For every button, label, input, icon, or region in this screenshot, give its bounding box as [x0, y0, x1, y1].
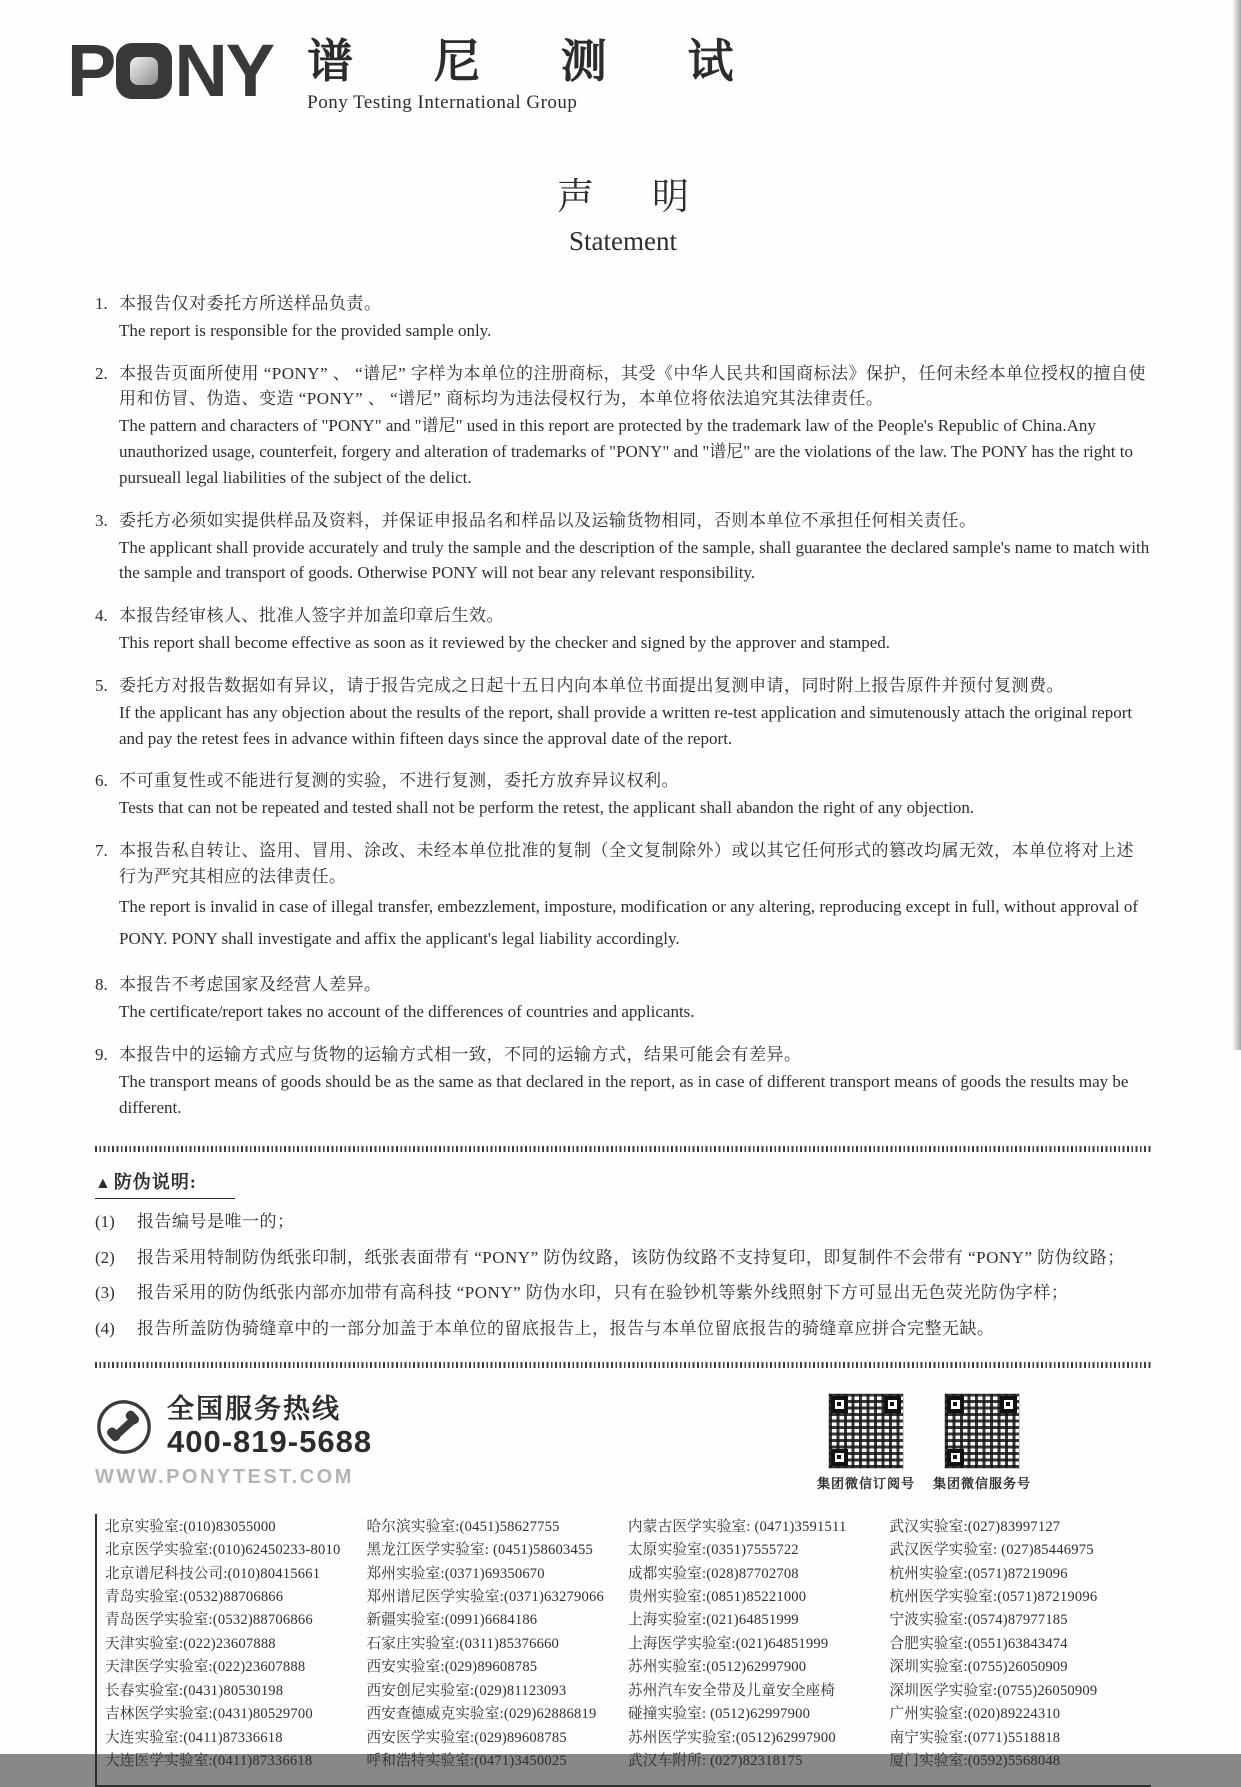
lab-entry: 青岛实验室:(0532)88706866 [105, 1589, 284, 1606]
lab-entry: 苏州医学实验室:(0512)62997900 [628, 1729, 836, 1746]
lab-entry: 合肥实验室:(0551)63843474 [889, 1635, 1068, 1652]
lab-entry: 吉林医学实验室:(0431)80529700 [105, 1706, 313, 1723]
statement-6-en: Tests that can not be repeated and tested shall not be perform the retest, the applicant shall abandon the right of any objection. [119, 798, 975, 818]
lab-entry: 碰撞实验室: (0512)62997900 [628, 1706, 811, 1723]
lab-entry: 南宁实验室:(0771)5518818 [889, 1729, 1061, 1746]
lab-entry: 大连实验室:(0411)87336618 [105, 1729, 283, 1746]
statement-6-cn: 不可重复性或不能进行复测的实验，不进行复测，委托方放弃异议权利。 [119, 771, 679, 791]
statement-7-cn: 本报告私自转让、盗用、冒用、涂改、未经本单位批准的复制（全文复制除外）或以其它任何形式的篡改均属无效，本单位将对上述行为严究其相应的法律责任。 [119, 841, 1134, 886]
lab-entry: 深圳医学实验室:(0755)26050909 [889, 1682, 1098, 1699]
statement-item-3: 3. 委托方必须如实提供样品及资料，并保证申报品名和样品以及运输货物相同，否则本单位不承担任何相关责任。 The applicant shall provide accurately and truly the sample and the description of the sample, shall guarantee the declared sample's name to match with the sample and transport of goods. Otherwise PONY will not bear any relevant responsibility. [95, 508, 1151, 586]
company-logo [67, 29, 1151, 114]
lab-entry: 深圳实验室:(0755)26050909 [889, 1659, 1068, 1676]
lab-entry: 内蒙古医学实验室: (0471)3591511 [628, 1518, 847, 1535]
labs-directory [95, 1514, 1151, 1787]
antifake-item-3: (3) 报告采用的防伪纸张内部亦加带有高科技 “PONY” 防伪水印，只有在验钞机等紫外线照射下方可显出无色荧光防伪字样； [95, 1283, 1069, 1303]
statement-item-2: 2. 本报告页面所使用 “PONY” 、 “谱尼” 字样为本单位的注册商标，其受《中华人民共和国商标法》保护，任何未经本单位授权的擅自使用和仿冒、伪造、变造 “PONY” 、 “谱尼” 商标均为违法侵权行为，本单位将依法追究其法律责任。 The pattern and characters of "PONY" and "谱尼" used in this report are protected by the trademark law of the People's Republic of China.Any unauthorized usage, counterfeit, forgery and alteration of trademarks of "PONY" and "谱尼" are the violations of the law. The PONY has the right to pursueall legal liabilities of the subject of the delict. [95, 361, 1151, 491]
hotline-label: 全国服务热线 [167, 1393, 341, 1424]
statement-4-cn: 本报告经审核人、批准人签字并加盖印章后生效。 [119, 606, 504, 626]
labs-column-4 [890, 1516, 1152, 1773]
logo-letter-p: P [67, 29, 115, 112]
statement-item-1: 1. 本报告仅对委托方所送样品负责。 The report is responsible for the provided sample only. [95, 291, 1151, 344]
lab-entry: 北京谱尼科技公司:(010)80415661 [105, 1565, 321, 1582]
lab-entry: 大连医学实验室:(0411)87336618 [105, 1752, 313, 1769]
qr-code-icon [829, 1394, 903, 1468]
statement-9-en: The transport means of goods should be as the same as that declared in the report, as in case of different transport means of goods the results may be different. [119, 1071, 1129, 1117]
lab-entry: 天津实验室:(022)23607888 [105, 1635, 276, 1652]
lab-entry: 上海实验室:(021)64851999 [628, 1612, 799, 1629]
labs-column-1 [105, 1516, 367, 1773]
antifake-item-1: (1) 报告编号是唯一的； [95, 1212, 295, 1232]
triangle-icon: ▲ [95, 1175, 112, 1193]
antifake-heading: ▲ 防伪说明: [95, 1168, 235, 1199]
pony-logo-wordmark [67, 29, 274, 112]
logo-english-name: Pony Testing International Group [307, 92, 578, 113]
lab-entry: 武汉医学实验室: (027)85446975 [889, 1542, 1094, 1559]
qr-code-icon [945, 1394, 1019, 1468]
lab-entry: 广州实验室:(020)89224310 [889, 1706, 1061, 1723]
qr2-label: 集团微信服务号 [932, 1475, 1031, 1491]
lab-entry: 郑州实验室:(0371)69350670 [366, 1565, 545, 1582]
page-title-en: Statement [569, 226, 677, 256]
antifake-item-2: (2) 报告采用特制防伪纸张印制，纸张表面带有 “PONY” 防伪纹路，该防伪纹路不支持复印，即复制件不会带有 “PONY” 防伪纹路； [95, 1247, 1125, 1267]
labs-column-3 [628, 1516, 890, 1773]
page-title-cn: 声 明 [557, 177, 689, 218]
statement-2-en: The pattern and characters of "PONY" and "谱尼" used in this report are protected by the trademark law of the People's Republic of China.Any unauthorized usage, counterfeit, forgery and alteration of trademarks of "PONY" and "谱尼" are the violations of the law. The PONY has the right to pursueall legal liabilities of the subject of the delict. [119, 416, 1133, 487]
lab-entry: 哈尔滨实验室:(0451)58627755 [366, 1518, 560, 1535]
logo-letters-ny: NY [174, 29, 274, 112]
wechat-qr-group [817, 1394, 1031, 1492]
statement-item-9: 9. 本报告中的运输方式应与货物的运输方式相一致，不同的运输方式，结果可能会有差异。 The transport means of goods should be as the same as that declared in the report, as in case of different transport means of goods the results may be different. [95, 1042, 1151, 1120]
labs-column-2 [367, 1516, 629, 1773]
statements-list [95, 291, 1151, 1120]
lab-entry: 北京实验室:(010)83055000 [105, 1518, 276, 1535]
website-url: WWW.PONYTEST.COM [95, 1465, 354, 1488]
lab-entry: 新疆实验室:(0991)6684186 [366, 1612, 538, 1629]
lab-entry: 北京医学实验室:(010)62450233-8010 [105, 1542, 341, 1559]
wechat-subscription-qr [817, 1394, 915, 1492]
logo-chinese-name: 谱 尼 测 试 [307, 35, 768, 87]
statement-item-7: 7. 本报告私自转让、盗用、冒用、涂改、未经本单位批准的复制（全文复制除外）或以其它任何形式的篡改均属无效，本单位将对上述行为严究其相应的法律责任。 The report is invalid in case of illegal transfer, embezzlement, imposture, modification or any altering, reproducing except in full, without approval of PONY. PONY shall investigate and affix the applicant's legal liability accordingly. [95, 838, 1151, 955]
lab-entry: 西安查德威克实验室:(029)62886819 [366, 1706, 597, 1723]
lab-entry: 西安创尼实验室:(029)81123093 [366, 1682, 567, 1699]
statement-2-cn: 本报告页面所使用 “PONY” 、 “谱尼” 字样为本单位的注册商标，其受《中华人民共和国商标法》保护，任何未经本单位授权的擅自使用和仿冒、伪造、变造 “PONY” 、 “谱尼” 商标均为违法侵权行为，本单位将依法追究其法律责任。 [119, 363, 1146, 409]
statement-3-cn: 委托方必须如实提供样品及资料，并保证申报品名和样品以及运输货物相同，否则本单位不承担任何相关责任。 [119, 510, 977, 530]
lab-entry: 苏州实验室:(0512)62997900 [628, 1659, 807, 1676]
logo-o-icon [116, 43, 172, 99]
statement-1-cn: 本报告仅对委托方所送样品负责。 [119, 294, 382, 313]
lab-entry: 上海医学实验室:(021)64851999 [628, 1635, 829, 1652]
lab-entry: 宁波实验室:(0574)87977185 [889, 1612, 1068, 1629]
lab-entry: 郑州谱尼医学实验室:(0371)63279066 [366, 1589, 604, 1606]
statement-5-cn: 委托方对报告数据如有异议，请于报告完成之日起十五日内向本单位书面提出复测申请，同时附上报告原件并预付复测费。 [119, 675, 1064, 695]
statement-item-4: 4. 本报告经审核人、批准人签字并加盖印章后生效。 This report shall become effective as soon as it reviewed by the checker and signed by the approver and stamped. [95, 603, 1151, 656]
lab-entry: 西安实验室:(029)89608785 [366, 1659, 538, 1676]
statement-item-5: 5. 委托方对报告数据如有异议，请于报告完成之日起十五日内向本单位书面提出复测申请，同时附上报告原件并预付复测费。 If the applicant has any objection about the results of the report, shall provide a written re-test application and simutenously attach the original report and pay the retest fees in advance within fifteen days since the approval date of the report. [95, 673, 1151, 751]
lab-entry: 太原实验室:(0351)7555722 [628, 1542, 799, 1559]
statement-7-en: The report is invalid in case of illegal transfer, embezzlement, imposture, modification or any altering, reproducing except in full, without approval of PONY. PONY shall investigate and affix the applicant's legal liability accordingly. [119, 896, 1138, 949]
statement-8-cn: 本报告不考虑国家及经营人差异。 [119, 975, 382, 995]
lab-entry: 杭州医学实验室:(0571)87219096 [889, 1589, 1098, 1606]
lab-entry: 武汉实验室:(027)83997127 [889, 1518, 1061, 1535]
phone-icon [95, 1398, 153, 1456]
antifake-list [95, 1209, 1151, 1341]
dotted-separator-bottom [95, 1362, 1151, 1368]
scan-edge-shadow [1232, 0, 1241, 1050]
qr1-label: 集团微信订阅号 [816, 1475, 915, 1491]
lab-entry: 青岛医学实验室:(0532)88706866 [105, 1612, 313, 1629]
statement-3-en: The applicant shall provide accurately and truly the sample and the description of the sample, shall guarantee the declared sample's name to match with the sample and transport of goods. Otherwise PONY will not bear any relevant responsibility. [119, 537, 1150, 583]
statement-9-cn: 本报告中的运输方式应与货物的运输方式相一致，不同的运输方式，结果可能会有差异。 [119, 1044, 802, 1064]
statement-4-en: This report shall become effective as soon as it reviewed by the checker and signed by the approver and stamped. [119, 633, 891, 653]
statement-1-en: The report is responsible for the provided sample only. [119, 320, 492, 340]
lab-entry: 石家庄实验室:(0311)85376660 [366, 1635, 560, 1652]
lab-entry: 苏州汽车安全带及儿童安全座椅 [628, 1682, 836, 1699]
lab-entry: 杭州实验室:(0571)87219096 [889, 1565, 1068, 1582]
service-hotline-block [95, 1394, 372, 1489]
lab-entry: 长春实验室:(0431)80530198 [105, 1682, 284, 1699]
wechat-service-qr [933, 1394, 1031, 1492]
statement-item-8: 8. 本报告不考虑国家及经营人差异。 The certificate/report takes no account of the differences of countries and applicants. [95, 972, 1151, 1025]
lab-entry: 武汉车附所: (027)82318175 [628, 1752, 803, 1769]
statement-item-6: 6. 不可重复性或不能进行复测的实验，不进行复测，委托方放弃异议权利。 Tests that can not be repeated and tested shall not be perform the retest, the applicant shall abandon the right of any objection. [95, 768, 1151, 821]
statement-8-en: The certificate/report takes no account of the differences of countries and applicants. [119, 1002, 695, 1022]
lab-entry: 西安医学实验室:(029)89608785 [366, 1729, 567, 1746]
lab-entry: 呼和浩特实验室:(0471)3450025 [366, 1752, 567, 1769]
lab-entry: 天津医学实验室:(022)23607888 [105, 1659, 306, 1676]
hotline-number: 400-819-5688 [167, 1423, 373, 1459]
lab-entry: 厦门实验室:(0592)5568048 [889, 1752, 1061, 1769]
statement-5-en: If the applicant has any objection about the results of the report, shall provide a written re-test application and simutenously attach the original report and pay the retest fees in advance within fifteen days since the approval date of the report. [119, 702, 1133, 748]
antifake-item-4: (4) 报告所盖防伪骑缝章中的一部分加盖于本单位的留底报告上，报告与本单位留底报告的骑缝章应拼合完整无缺。 [95, 1318, 995, 1338]
lab-entry: 黑龙江医学实验室: (0451)58603455 [366, 1542, 594, 1559]
lab-entry: 贵州实验室:(0851)85221000 [628, 1589, 807, 1606]
lab-entry: 成都实验室:(028)87702708 [628, 1565, 799, 1582]
